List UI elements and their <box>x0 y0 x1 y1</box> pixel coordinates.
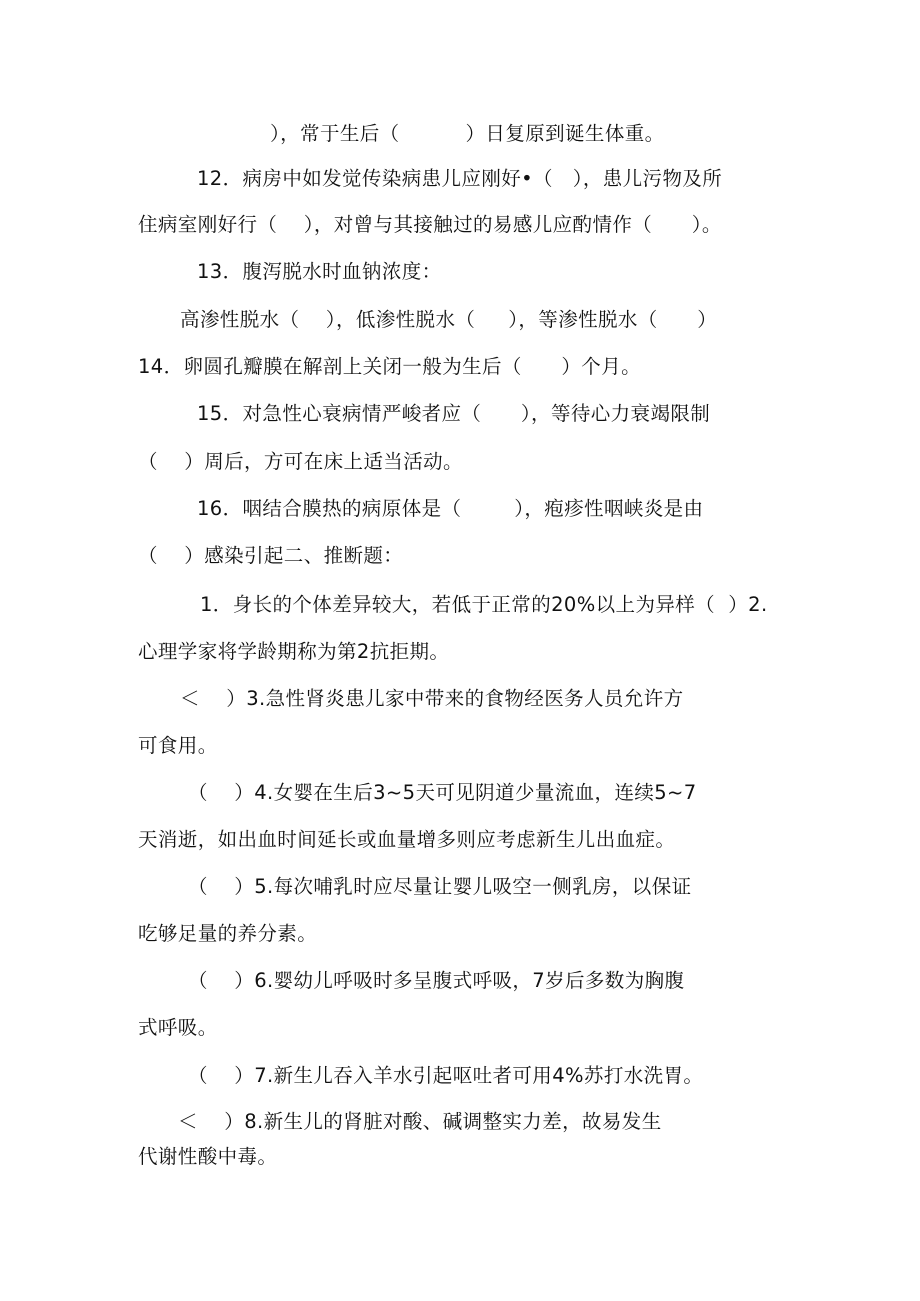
judge-5-line-1: （ ）5.每次哺乳时应尽量让婴儿吸空一侧乳房，以保证 <box>188 875 692 898</box>
question-15-line-2: （ ）周后，方可在床上适当活动。 <box>138 450 463 473</box>
judge-6-line-1: （ ）6.婴幼儿呼吸时多呈腹式呼吸，7岁后多数为胸腹 <box>188 969 685 992</box>
judge-1-line-1: 1．身长的个体差异较大，若低于正常的20%以上为异样（ ）2. <box>200 593 768 616</box>
judge-7-line-1: （ ）7.新生儿吞入羊水引起呕吐者可用4%苏打水洗胃。 <box>188 1064 704 1087</box>
question-16-line-2: （ ）感染引起二、推断题： <box>138 544 404 567</box>
question-16-line-1: 16．咽结合膜热的病原体是（ ），疱疹性咽峡炎是由 <box>197 497 704 520</box>
judge-3-line-1: ＜ ）3.急性肾炎患儿家中带来的食物经医务人员允许方 <box>180 687 684 710</box>
judge-6-line-2: 式呼吸。 <box>138 1016 218 1039</box>
judge-8-line-2: 代谢性酸中毒。 <box>138 1145 278 1168</box>
judge-3-line-2: 可食用。 <box>138 734 218 757</box>
judge-8-line-1: ＜ ）8.新生儿的肾脏对酸、碱调整实力差，故易发生 <box>178 1110 662 1133</box>
text-line-1: ），常于生后（ ）日复原到诞生体重。 <box>270 122 665 145</box>
judge-1-line-2: 心理学家将学龄期称为第2抗拒期。 <box>138 640 450 663</box>
question-12-line-1: 12．病房中如发觉传染病患儿应刚好•（ ），患儿污物及所 <box>197 167 723 190</box>
question-15-line-1: 15．对急性心衰病情严峻者应（ ），等待心力衰竭限制 <box>197 402 711 425</box>
judge-4-line-1: （ ）4.女婴在生后3~5天可见阴道少量流血，连续5~7 <box>188 781 697 804</box>
question-13-line-2: 高渗性脱水（ ），低渗性脱水（ ），等渗性脱水（ ） <box>180 308 718 331</box>
question-14-line-1: 14．卵圆孔瓣膜在解剖上关闭一般为生后（ ）个月。 <box>138 355 642 378</box>
question-12-line-2: 住病室刚好行（ ），对曾与其接触过的易感儿应酌情作（ ）。 <box>138 213 722 236</box>
judge-4-line-2: 天消逝，如出血时间延长或血量增多则应考虑新生儿出血症。 <box>138 828 676 851</box>
question-13-line-1: 13．腹泻脱水时血钠浓度： <box>197 260 442 283</box>
judge-5-line-2: 吃够足量的养分素。 <box>138 922 318 945</box>
